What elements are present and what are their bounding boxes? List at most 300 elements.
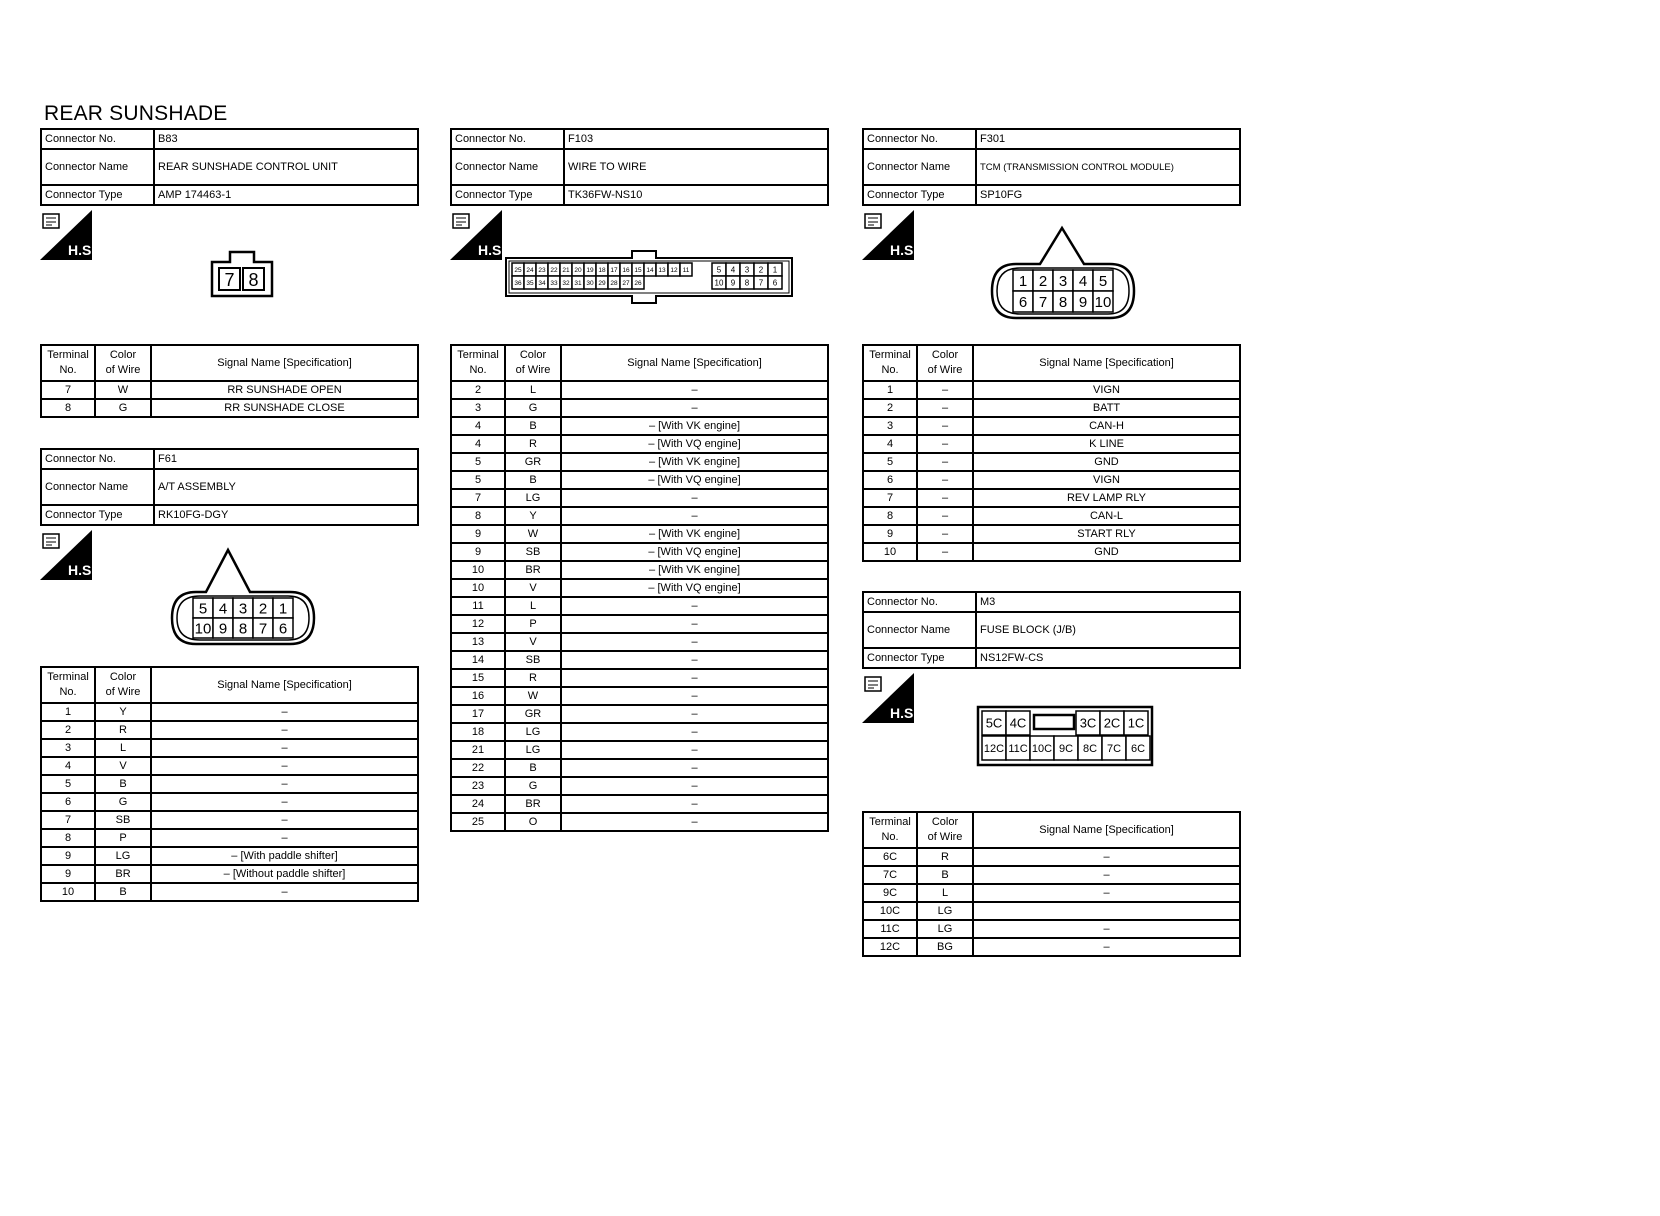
pin-label: 24 bbox=[526, 266, 534, 274]
signal-name-cell: – bbox=[973, 848, 1240, 866]
table-row bbox=[451, 471, 828, 489]
wire-color-cell: V bbox=[95, 757, 151, 775]
terminal-no-cell: 6C bbox=[863, 848, 917, 866]
table-row bbox=[451, 651, 828, 669]
signal-name-header: Signal Name [Specification] bbox=[973, 345, 1240, 381]
signal-name-cell: – [With VK engine] bbox=[561, 453, 828, 471]
svg-text:H.S.: H.S. bbox=[68, 242, 96, 258]
svg-text:H.S.: H.S. bbox=[478, 242, 506, 258]
terminal-no-cell: 7 bbox=[41, 381, 95, 399]
pin-label: 33 bbox=[550, 279, 558, 287]
terminal-no-cell: 3 bbox=[41, 739, 95, 757]
terminal-no-cell: 10 bbox=[863, 543, 917, 561]
harness-side-icon bbox=[40, 530, 96, 580]
table-row bbox=[451, 579, 828, 597]
connector-no-label: Connector No. bbox=[41, 449, 154, 469]
signal-name-cell: – bbox=[973, 920, 1240, 938]
wire-color-cell: L bbox=[505, 381, 561, 399]
wire-color-cell: GR bbox=[505, 453, 561, 471]
pin-label: 18 bbox=[598, 266, 606, 274]
table-row bbox=[863, 507, 1240, 525]
pin-label: 8 bbox=[744, 278, 750, 288]
connector-type-label: Connector Type bbox=[41, 185, 154, 205]
svg-text:H.S.: H.S. bbox=[890, 242, 918, 258]
pin-label: 23 bbox=[538, 266, 546, 274]
table-row bbox=[41, 381, 418, 399]
connector-m3-header bbox=[862, 591, 1241, 669]
signal-name-cell: RR SUNSHADE CLOSE bbox=[151, 399, 418, 417]
table-row bbox=[451, 687, 828, 705]
table-row bbox=[451, 561, 828, 579]
table-row bbox=[863, 525, 1240, 543]
terminal-no-cell: 8 bbox=[863, 507, 917, 525]
table-row bbox=[863, 866, 1240, 884]
wire-color-cell: SB bbox=[505, 651, 561, 669]
connector-f103-terminal-table bbox=[450, 344, 829, 832]
harness-side-icon bbox=[862, 673, 918, 723]
signal-name-cell: – bbox=[561, 759, 828, 777]
signal-name-cell: REV LAMP RLY bbox=[973, 489, 1240, 507]
table-row bbox=[41, 847, 418, 865]
wire-color-cell: G bbox=[95, 793, 151, 811]
wire-color-cell: BR bbox=[505, 561, 561, 579]
terminal-no-cell: 4 bbox=[451, 435, 505, 453]
terminal-no-cell: 10 bbox=[451, 579, 505, 597]
svg-text:H.S.: H.S. bbox=[890, 705, 918, 721]
terminal-no-cell: 24 bbox=[451, 795, 505, 813]
table-row bbox=[451, 813, 828, 831]
pin-label: 13 bbox=[658, 266, 666, 274]
wire-color-cell: B bbox=[505, 759, 561, 777]
table-row bbox=[451, 417, 828, 435]
wire-color-cell: GR bbox=[505, 705, 561, 723]
pin-label: 8 bbox=[238, 620, 248, 638]
terminal-no-cell: 3 bbox=[863, 417, 917, 435]
signal-name-cell: – [With paddle shifter] bbox=[151, 847, 418, 865]
pin-label: 26 bbox=[634, 279, 642, 287]
harness-side-icon bbox=[862, 210, 918, 260]
pin-label: 3 bbox=[1058, 272, 1068, 290]
signal-name-cell: K LINE bbox=[973, 435, 1240, 453]
signal-name-cell: VIGN bbox=[973, 381, 1240, 399]
terminal-no-cell: 17 bbox=[451, 705, 505, 723]
connector-b83-terminal-table bbox=[40, 344, 419, 418]
wire-color-cell: G bbox=[95, 399, 151, 417]
pin-label: 10 bbox=[194, 620, 212, 638]
signal-name-cell: – [With VK engine] bbox=[561, 525, 828, 543]
pin-label: 5 bbox=[198, 600, 208, 618]
pin-label: 5 bbox=[716, 265, 722, 275]
table-row bbox=[863, 543, 1240, 561]
wire-color-header: Color of Wire bbox=[917, 812, 973, 848]
wire-color-cell: W bbox=[505, 525, 561, 543]
signal-name-cell: VIGN bbox=[973, 471, 1240, 489]
pin-label: 2 bbox=[258, 600, 268, 618]
terminal-no-header: Terminal No. bbox=[863, 345, 917, 381]
terminal-no-cell: 21 bbox=[451, 741, 505, 759]
wire-color-cell: SB bbox=[505, 543, 561, 561]
pin-label: 1 bbox=[278, 600, 288, 618]
connector-b83-diagram bbox=[40, 206, 419, 344]
connector-f301-diagram bbox=[862, 206, 1241, 344]
connector-name-value: FUSE BLOCK (J/B) bbox=[976, 612, 1240, 648]
table-row bbox=[451, 489, 828, 507]
page-title: REAR SUNSHADE bbox=[44, 102, 228, 125]
pin-label: 1 bbox=[1018, 272, 1028, 290]
terminal-no-cell: 9C bbox=[863, 884, 917, 902]
wire-color-cell: B bbox=[95, 883, 151, 901]
signal-name-cell: – bbox=[973, 938, 1240, 956]
wire-color-cell: R bbox=[917, 848, 973, 866]
wire-color-cell: Y bbox=[95, 703, 151, 721]
connector-type-value: RK10FG-DGY bbox=[154, 505, 418, 525]
signal-name-cell: – [With VK engine] bbox=[561, 561, 828, 579]
signal-name-cell: BATT bbox=[973, 399, 1240, 417]
pin-label: 3 bbox=[238, 600, 248, 618]
wire-color-header: Color of Wire bbox=[95, 667, 151, 703]
pin-label: 1 bbox=[772, 265, 778, 275]
connector-no-label: Connector No. bbox=[863, 129, 976, 149]
connector-type-value: NS12FW-CS bbox=[976, 648, 1240, 668]
connector-f61-diagram bbox=[40, 526, 419, 666]
pin-label: 4 bbox=[218, 600, 228, 618]
connector-type-value: AMP 174463-1 bbox=[154, 185, 418, 205]
signal-name-header: Signal Name [Specification] bbox=[973, 812, 1240, 848]
pin-label: 34 bbox=[538, 279, 546, 287]
connector-f61-face bbox=[170, 548, 316, 658]
pin-label: 11 bbox=[682, 266, 690, 274]
wire-color-cell: – bbox=[917, 489, 973, 507]
pin-label: 22 bbox=[550, 266, 558, 274]
pin-label: 14 bbox=[646, 266, 654, 274]
pin-label: 21 bbox=[562, 266, 570, 274]
signal-name-cell: – bbox=[561, 399, 828, 417]
connector-name-label: Connector Name bbox=[863, 149, 976, 185]
wire-color-header: Color of Wire bbox=[505, 345, 561, 381]
wire-color-cell: W bbox=[505, 687, 561, 705]
terminal-no-cell: 11 bbox=[451, 597, 505, 615]
terminal-no-cell: 7 bbox=[41, 811, 95, 829]
wire-color-cell: G bbox=[505, 777, 561, 795]
svg-text:H.S.: H.S. bbox=[68, 562, 96, 578]
signal-name-cell: – bbox=[561, 381, 828, 399]
signal-name-cell: GND bbox=[973, 453, 1240, 471]
table-row bbox=[41, 883, 418, 901]
terminal-no-cell: 4 bbox=[451, 417, 505, 435]
wire-color-cell: LG bbox=[917, 902, 973, 920]
terminal-no-cell: 2 bbox=[41, 721, 95, 739]
table-row bbox=[863, 920, 1240, 938]
wire-color-cell: – bbox=[917, 543, 973, 561]
wire-color-cell: O bbox=[505, 813, 561, 831]
table-row bbox=[863, 435, 1240, 453]
terminal-no-cell: 10 bbox=[451, 561, 505, 579]
pin-label: 32 bbox=[562, 279, 570, 287]
table-row bbox=[863, 399, 1240, 417]
terminal-no-cell: 10 bbox=[41, 883, 95, 901]
terminal-no-cell: 5 bbox=[863, 453, 917, 471]
signal-name-cell: – [With VQ engine] bbox=[561, 471, 828, 489]
connector-m3-face bbox=[976, 705, 1154, 767]
terminal-no-cell: 2 bbox=[863, 399, 917, 417]
wire-color-cell: P bbox=[95, 829, 151, 847]
pin-label: 6C bbox=[1130, 742, 1146, 755]
wire-color-cell: B bbox=[505, 471, 561, 489]
terminal-no-cell: 12C bbox=[863, 938, 917, 956]
signal-name-cell: – bbox=[561, 723, 828, 741]
signal-name-cell: – bbox=[973, 866, 1240, 884]
pin-label: 7 bbox=[258, 620, 268, 638]
terminal-no-cell: 9 bbox=[863, 525, 917, 543]
connector-type-value: TK36FW-NS10 bbox=[564, 185, 828, 205]
table-row bbox=[451, 453, 828, 471]
signal-name-cell bbox=[973, 902, 1240, 920]
signal-name-cell: – bbox=[973, 884, 1240, 902]
terminal-no-cell: 13 bbox=[451, 633, 505, 651]
wire-color-cell: BR bbox=[95, 865, 151, 883]
pin-label: 9 bbox=[218, 620, 228, 638]
table-row bbox=[451, 741, 828, 759]
wire-color-cell: – bbox=[917, 417, 973, 435]
pin-label: 10C bbox=[1031, 742, 1053, 755]
table-row bbox=[451, 759, 828, 777]
table-row bbox=[451, 777, 828, 795]
terminal-no-cell: 8 bbox=[451, 507, 505, 525]
connector-name-label: Connector Name bbox=[863, 612, 976, 648]
terminal-no-cell: 4 bbox=[863, 435, 917, 453]
terminal-no-cell: 9 bbox=[451, 525, 505, 543]
connector-name-value: REAR SUNSHADE CONTROL UNIT bbox=[154, 149, 418, 185]
pin-label: 4 bbox=[1078, 272, 1088, 290]
terminal-no-cell: 16 bbox=[451, 687, 505, 705]
table-row bbox=[41, 739, 418, 757]
wire-color-cell: B bbox=[505, 417, 561, 435]
wire-color-cell: BG bbox=[917, 938, 973, 956]
terminal-no-cell: 11C bbox=[863, 920, 917, 938]
pin-label: 27 bbox=[622, 279, 630, 287]
table-row bbox=[863, 417, 1240, 435]
signal-name-cell: – bbox=[561, 633, 828, 651]
terminal-no-header: Terminal No. bbox=[41, 345, 95, 381]
wire-color-cell: L bbox=[505, 597, 561, 615]
table-row bbox=[41, 721, 418, 739]
wire-color-cell: SB bbox=[95, 811, 151, 829]
pin-label: 3C bbox=[1079, 715, 1097, 731]
pin-label: 6 bbox=[772, 278, 778, 288]
connector-name-label: Connector Name bbox=[41, 149, 154, 185]
pin-label: 17 bbox=[610, 266, 618, 274]
terminal-no-cell: 1 bbox=[863, 381, 917, 399]
wire-color-cell: R bbox=[505, 669, 561, 687]
terminal-no-cell: 12 bbox=[451, 615, 505, 633]
pin-label: 31 bbox=[574, 279, 582, 287]
wire-color-cell: V bbox=[505, 633, 561, 651]
connector-no-value: B83 bbox=[154, 129, 418, 149]
wire-color-cell: – bbox=[917, 507, 973, 525]
signal-name-cell: – bbox=[151, 829, 418, 847]
connector-name-value: A/T ASSEMBLY bbox=[154, 469, 418, 505]
table-row bbox=[863, 471, 1240, 489]
wire-color-cell: L bbox=[95, 739, 151, 757]
connector-no-value: F103 bbox=[564, 129, 828, 149]
signal-name-cell: – bbox=[561, 705, 828, 723]
pin-label: 20 bbox=[574, 266, 582, 274]
pin-label: 7 bbox=[1038, 293, 1048, 311]
pin-label: 35 bbox=[526, 279, 534, 287]
table-row bbox=[863, 489, 1240, 507]
signal-name-cell: – bbox=[151, 703, 418, 721]
connector-no-value: F301 bbox=[976, 129, 1240, 149]
connector-name-label: Connector Name bbox=[41, 469, 154, 505]
signal-name-cell: GND bbox=[973, 543, 1240, 561]
signal-name-cell: – [With VQ engine] bbox=[561, 543, 828, 561]
wire-color-cell: LG bbox=[505, 489, 561, 507]
pin-label: 9 bbox=[730, 278, 736, 288]
latch-slot bbox=[1034, 715, 1074, 729]
terminal-no-cell: 22 bbox=[451, 759, 505, 777]
signal-name-cell: – [With VQ engine] bbox=[561, 435, 828, 453]
wire-color-cell: R bbox=[95, 721, 151, 739]
pin-label: 7 bbox=[758, 278, 764, 288]
terminal-no-header: Terminal No. bbox=[863, 812, 917, 848]
pin-label: 10 bbox=[1094, 293, 1112, 311]
pin-label: 5C bbox=[985, 715, 1003, 731]
wire-color-header: Color of Wire bbox=[95, 345, 151, 381]
terminal-no-header: Terminal No. bbox=[41, 667, 95, 703]
connector-type-label: Connector Type bbox=[863, 185, 976, 205]
signal-name-cell: – bbox=[561, 651, 828, 669]
terminal-no-cell: 9 bbox=[41, 847, 95, 865]
signal-name-cell: – bbox=[561, 777, 828, 795]
table-row bbox=[451, 507, 828, 525]
terminal-no-cell: 9 bbox=[451, 543, 505, 561]
wire-color-header: Color of Wire bbox=[917, 345, 973, 381]
terminal-no-cell: 14 bbox=[451, 651, 505, 669]
connector-m3-terminal-table bbox=[862, 811, 1241, 957]
wire-color-cell: – bbox=[917, 471, 973, 489]
wire-color-cell: B bbox=[917, 866, 973, 884]
pin-label: 7 bbox=[224, 270, 235, 290]
connector-b83-header bbox=[40, 128, 419, 206]
connector-type-label: Connector Type bbox=[451, 185, 564, 205]
signal-name-cell: – bbox=[561, 669, 828, 687]
pin-label: 3 bbox=[744, 265, 750, 275]
wire-color-cell: P bbox=[505, 615, 561, 633]
wire-color-cell: LG bbox=[95, 847, 151, 865]
connector-no-label: Connector No. bbox=[451, 129, 564, 149]
pin-label: 10 bbox=[714, 278, 724, 288]
signal-name-cell: – bbox=[151, 811, 418, 829]
connector-name-label: Connector Name bbox=[451, 149, 564, 185]
wire-color-cell: – bbox=[917, 453, 973, 471]
table-row bbox=[863, 884, 1240, 902]
terminal-no-cell: 7C bbox=[863, 866, 917, 884]
pin-label: 8 bbox=[248, 270, 259, 290]
pin-label: 29 bbox=[598, 279, 606, 287]
connector-name-value: TCM (TRANSMISSION CONTROL MODULE) bbox=[976, 149, 1240, 185]
table-row bbox=[863, 381, 1240, 399]
pin-label: 7C bbox=[1106, 742, 1122, 755]
wire-color-cell: – bbox=[917, 399, 973, 417]
connector-f103-face bbox=[504, 248, 794, 306]
terminal-no-header: Terminal No. bbox=[451, 345, 505, 381]
connector-f301-header bbox=[862, 128, 1241, 206]
table-row bbox=[863, 848, 1240, 866]
signal-name-cell: – bbox=[151, 721, 418, 739]
pin-label: 4 bbox=[730, 265, 736, 275]
signal-name-cell: – [With VK engine] bbox=[561, 417, 828, 435]
table-row bbox=[451, 705, 828, 723]
table-row bbox=[451, 543, 828, 561]
terminal-no-cell: 8 bbox=[41, 399, 95, 417]
connector-f61-terminal-table bbox=[40, 666, 419, 902]
terminal-no-cell: 9 bbox=[41, 865, 95, 883]
table-row bbox=[451, 795, 828, 813]
signal-name-cell: – bbox=[561, 507, 828, 525]
connector-type-label: Connector Type bbox=[863, 648, 976, 668]
terminal-no-cell: 8 bbox=[41, 829, 95, 847]
connector-f301-terminal-table bbox=[862, 344, 1241, 562]
connector-b83-face bbox=[210, 248, 274, 298]
table-row bbox=[451, 597, 828, 615]
pin-label: 6 bbox=[1018, 293, 1028, 311]
terminal-no-cell: 6 bbox=[41, 793, 95, 811]
signal-name-cell: – bbox=[561, 489, 828, 507]
harness-side-icon bbox=[40, 210, 96, 260]
table-row bbox=[41, 399, 418, 417]
pin-label: 6 bbox=[278, 620, 288, 638]
pin-label: 15 bbox=[634, 266, 642, 274]
signal-name-cell: CAN-H bbox=[973, 417, 1240, 435]
pin-label: 36 bbox=[514, 279, 522, 287]
connector-f103-header bbox=[450, 128, 829, 206]
table-row bbox=[41, 811, 418, 829]
connector-f61-header bbox=[40, 448, 419, 526]
connector-no-value: M3 bbox=[976, 592, 1240, 612]
table-row bbox=[863, 902, 1240, 920]
pin-label: 9 bbox=[1078, 293, 1088, 311]
table-row bbox=[451, 435, 828, 453]
wire-color-cell: LG bbox=[917, 920, 973, 938]
harness-side-icon bbox=[450, 210, 506, 260]
wire-color-cell: W bbox=[95, 381, 151, 399]
connector-no-label: Connector No. bbox=[863, 592, 976, 612]
pin-label: 11C bbox=[1008, 742, 1028, 755]
terminal-no-cell: 7 bbox=[863, 489, 917, 507]
terminal-no-cell: 5 bbox=[451, 453, 505, 471]
table-row bbox=[451, 381, 828, 399]
wire-color-cell: Y bbox=[505, 507, 561, 525]
terminal-no-cell: 5 bbox=[451, 471, 505, 489]
table-row bbox=[451, 399, 828, 417]
signal-name-header: Signal Name [Specification] bbox=[151, 345, 418, 381]
pin-label: 2 bbox=[758, 265, 764, 275]
terminal-no-cell: 6 bbox=[863, 471, 917, 489]
terminal-no-cell: 2 bbox=[451, 381, 505, 399]
wire-color-cell: – bbox=[917, 435, 973, 453]
signal-name-cell: – bbox=[561, 615, 828, 633]
pin-label: 2C bbox=[1103, 715, 1121, 731]
table-row bbox=[451, 633, 828, 651]
pin-label: 19 bbox=[586, 266, 594, 274]
connector-f61 bbox=[40, 448, 419, 902]
signal-name-cell: – bbox=[561, 795, 828, 813]
terminal-no-cell: 25 bbox=[451, 813, 505, 831]
pin-label: 4C bbox=[1009, 715, 1027, 731]
signal-name-cell: – bbox=[151, 775, 418, 793]
pin-label: 9C bbox=[1058, 742, 1074, 755]
table-row bbox=[451, 723, 828, 741]
